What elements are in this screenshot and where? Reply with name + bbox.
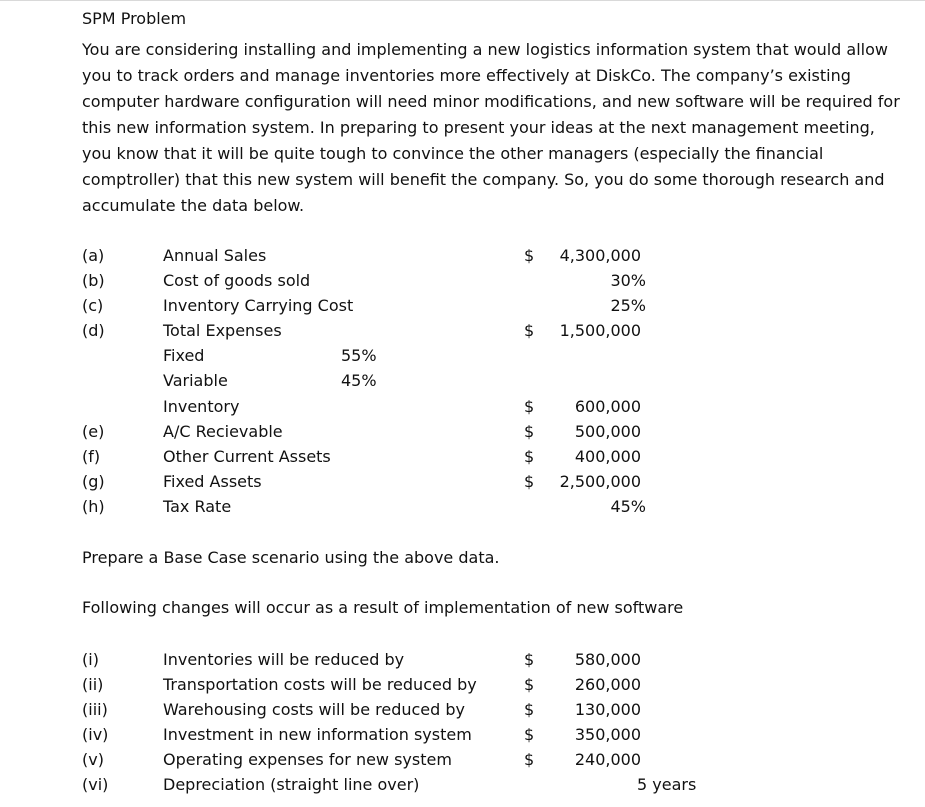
row-value: 580,000 [574, 650, 641, 669]
row-label: (iii) [82, 700, 108, 719]
row-label: (b) [82, 271, 105, 290]
row-value: 240,000 [574, 750, 641, 769]
row-description: Investment in new information system [163, 725, 472, 744]
row-description: Cost of goods sold [163, 271, 311, 290]
row-description: Inventory Carrying Cost [163, 296, 354, 315]
change-row-iii [0, 697, 925, 722]
row-value: 500,000 [574, 422, 641, 441]
row-value: 25% [610, 296, 646, 315]
data-row-variable [0, 368, 925, 393]
row-description: Tax Rate [163, 497, 232, 516]
row-label: (a) [82, 246, 105, 265]
change-row-i [0, 647, 925, 672]
document-title: SPM Problem [82, 9, 187, 28]
row-percentage: 55% [341, 346, 377, 365]
change-row-iv [0, 722, 925, 747]
row-description: Other Current Assets [163, 447, 331, 466]
data-row-b [0, 268, 925, 293]
row-label: (i) [82, 650, 99, 669]
row-label: (d) [82, 321, 105, 340]
currency-symbol: $ [524, 447, 535, 466]
row-value: 260,000 [574, 675, 641, 694]
change-row-ii [0, 672, 925, 697]
row-value: 30% [610, 271, 646, 290]
currency-symbol: $ [524, 397, 535, 416]
currency-symbol: $ [524, 675, 535, 694]
row-description: Operating expenses for new system [163, 750, 452, 769]
currency-symbol: $ [524, 422, 535, 441]
row-label: (ii) [82, 675, 104, 694]
row-description: Depreciation (straight line over) [163, 775, 420, 794]
row-value: 45% [610, 497, 646, 516]
currency-symbol: $ [524, 472, 535, 491]
row-description: Variable [163, 371, 228, 390]
row-description: Fixed [163, 346, 205, 365]
row-description: Annual Sales [163, 246, 267, 265]
row-value: 600,000 [574, 397, 641, 416]
row-description: Warehousing costs will be reduced by [163, 700, 465, 719]
data-row-a [0, 243, 925, 268]
row-label: (vi) [82, 775, 109, 794]
row-description: Fixed Assets [163, 472, 262, 491]
row-percentage: 45% [341, 371, 377, 390]
data-row-e [0, 419, 925, 444]
row-value: 4,300,000 [559, 246, 641, 265]
row-label: (e) [82, 422, 105, 441]
currency-symbol: $ [524, 321, 535, 340]
row-label: (h) [82, 497, 105, 516]
row-value: 130,000 [574, 700, 641, 719]
data-row-fixed [0, 343, 925, 368]
row-label: (g) [82, 472, 105, 491]
row-value: 1,500,000 [559, 321, 641, 340]
row-label: (v) [82, 750, 104, 769]
data-row-g [0, 469, 925, 494]
row-description: A/C Recievable [163, 422, 283, 441]
row-label: (iv) [82, 725, 109, 744]
row-description: Inventories will be reduced by [163, 650, 405, 669]
row-description: Inventory [163, 397, 240, 416]
change-row-vi [0, 772, 925, 797]
currency-symbol: $ [524, 725, 535, 744]
data-row-inventory [0, 394, 925, 419]
data-row-c [0, 293, 925, 318]
intro-paragraph: You are considering installing and implementing a new logistics information system that would allow you to track orders and manage inventories more effectively at DiskCo. The company’s existing computer hardware configuration will need minor modifications, and new software will be required for this new information system. In preparing to present your ideas at the next management meeting, you know that it will be quite tough to convince the other managers (especially the financial comptroller) that this new system will benefit the company. So, you do some thorough research and accumulate the data below. [82, 40, 900, 215]
row-value: 5 years [637, 775, 697, 794]
row-value: 2,500,000 [559, 472, 641, 491]
currency-symbol: $ [524, 750, 535, 769]
row-description: Total Expenses [163, 321, 282, 340]
row-value: 350,000 [574, 725, 641, 744]
data-row-d [0, 318, 925, 343]
page-top-border [0, 0, 925, 1]
row-label: (c) [82, 296, 104, 315]
base-case-instruction: Prepare a Base Case scenario using the above data. [82, 548, 500, 567]
row-value: 400,000 [574, 447, 641, 466]
change-row-v [0, 747, 925, 772]
row-description: Transportation costs will be reduced by [163, 675, 477, 694]
currency-symbol: $ [524, 246, 535, 265]
row-label: (f) [82, 447, 101, 466]
changes-heading: Following changes will occur as a result of implementation of new software [82, 598, 684, 617]
currency-symbol: $ [524, 650, 535, 669]
data-row-h [0, 494, 925, 519]
data-row-f [0, 444, 925, 469]
currency-symbol: $ [524, 700, 535, 719]
